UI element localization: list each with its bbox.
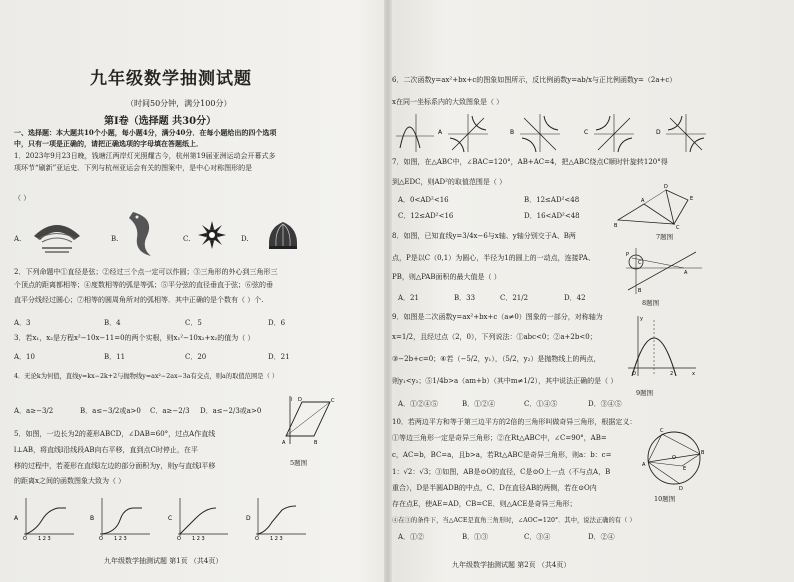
svg-text:O: O [672,455,676,461]
svg-text:O: O [255,536,259,540]
lotus-stadium-icon [266,218,300,252]
q5-rhombus-figure [280,392,340,448]
q10-line-6: 存在点E，使AE=AD，CB=CE．则△ACE是奇异三角形； [392,500,577,508]
q9-line-2: x=1/2，且经过点（2，0），下列说法：①abc<0；②a+2b<0； [392,333,597,341]
page-fold [384,0,392,582]
q8-figure-caption: 8题图 [642,299,660,307]
q3-option-d: D．21 [268,353,290,361]
q4-option-a: A．a≥−3/2 [14,407,54,415]
exam-title: 九年级数学抽测试题 [90,69,252,89]
q5-line-1: 5．如图，一边长为2的菱形ABCD，∠DAB=60°，过点A作直线 [14,430,216,438]
q10-option-d: D．②④ [588,533,615,541]
q8-option-b: B．33 [454,294,476,302]
q2-option-b: B．4 [104,319,121,327]
svg-text:A: A [641,198,645,204]
q9-line-4: 则y₁<y₂；⑤1/4b>a（am+b）（其中m≠1/2），其中说法正确的是（ ） [392,377,618,385]
q8-line-3: PB，则△PAB面积的最大值是（ ） [392,273,501,281]
q1-option-c-label: C. [183,235,191,243]
svg-text:B: B [510,129,515,136]
q10-line-7: ④在③的条件下，当△ACE是直角三角形时，∠AOC=120°．其中，说法正确的有（ ） [392,517,636,524]
q10-circle-figure [642,426,706,490]
q8-line-1: 8．如图，已知直线y=3/4x−6与x轴、y轴分别交于A、B两 [392,232,576,240]
svg-text:A: A [684,270,688,276]
q4-option-b: B．a≤−3/2或a>0 [80,407,141,415]
q8-option-c: C．21/2 [500,294,529,302]
q2-line-1: 2．下列命题中①直径是弦；②经过三个点一定可以作圆；③三角形的外心到三角形三 [14,268,278,276]
q1-option-a-label: A. [14,235,22,243]
q5-graph-b [90,498,150,540]
q10-line-3: c，AC=b，BC=a，且b>a，若Rt△ABC是奇异三角形，则a：b：c= [392,451,612,459]
svg-text:B: B [638,288,642,294]
svg-text:B: B [90,515,95,522]
q10-figure-caption: 10题图 [654,495,676,503]
svg-text:2: 2 [670,371,674,377]
q5-graph-a [14,498,74,540]
q9-option-d: D．③④⑤ [588,400,622,408]
q7-triangle-figure [614,180,698,230]
q10-option-c: C．③④ [524,533,551,541]
koi-fish-icon [125,208,161,258]
q5-line-3: 移的过程中，若菱形在直线l左边的部分面积为y，则y与直线l平移 [14,462,216,470]
q9-line-1: 9．如图是二次函数y=ax²+bx+c（a≠0）图象的一部分，对称轴为 [392,313,603,321]
q10-line-2: ①等边三角形一定是奇异三角形；②在Rt△ABC中，∠C=90°，AB= [392,434,607,442]
svg-text:D: D [664,184,668,190]
asian-games-emblem-icon [28,214,86,256]
q10-line-5: 重合），D是半圆ADB的中点，C、D在直径AB的两侧，若在⊙O内 [392,484,597,492]
q9-parabola-figure [626,314,698,378]
q3-option-a: A．10 [14,353,35,361]
svg-text:E: E [690,196,694,202]
q1-option-b-label: B. [111,235,119,243]
svg-text:A: A [642,462,646,468]
svg-text:1 2 3: 1 2 3 [270,536,283,540]
q6-line-2: x在同一坐标系内的大致图象是（ ） [392,98,504,106]
q1-line-3: （ ） [14,194,31,202]
q2-line-3: 直平分线经过圆心；⑦相等的圆周角所对的弧相等．其中正确的是个数有（ ）个. [14,296,264,304]
q2-line-2: 个顶点的距离都相等；④度数相等的弧是等弧；⑤平分弦的直径垂直于弦；⑥弦的垂 [14,281,273,289]
q8-option-a: A．21 [398,294,419,302]
page-2 [392,0,794,582]
q1-option-d-label: D. [241,235,249,243]
q9-option-b: B．①②④ [462,400,496,408]
svg-text:A: A [282,440,286,446]
svg-text:D: D [298,397,302,403]
page-1 [0,0,385,582]
q1-line-2: 项环节“刷新”亚运史．下列与杭州亚运会有关的图案中，是中心对称图形的是 [14,164,253,172]
q6-option-b-graph [510,114,560,152]
q9-line-3: ③−2b+c=0；④若（−5/2，y₁），（5/2，y₂）是抛物线上的两点， [392,355,601,363]
svg-text:1 2 3: 1 2 3 [38,536,51,540]
svg-text:O: O [23,536,27,540]
q6-line-1: 6．二次函数y=ax²+bx+c的图象如图所示，反比例函数y=ab/x与正比例函数y=（2a+c） [392,76,677,84]
q9-option-a: A．①②④⑤ [398,400,439,408]
q7-figure-caption: 7题图 [656,233,674,241]
svg-text:B: B [701,450,705,456]
q10-line-4: 1：√2：√3；③如图，AB是⊙O的直径，C是⊙O上一点（不与点A，B [392,468,611,476]
svg-text:l: l [291,397,293,403]
q7-option-d: D．16<AD²<48 [524,212,580,220]
q7-option-c: C．12≤AD²<16 [398,212,454,220]
q7-option-a: A．0<AD²<16 [398,196,449,204]
q6-graphs [394,112,766,154]
q10-option-a: A．①② [398,533,425,541]
q2-option-a: A．3 [14,319,31,327]
q6-parabola-figure [396,114,434,152]
q3-option-c: C．20 [185,353,207,361]
intro-line-1: 一、选择题：本大题共10个小题，每小题4分，满分40分．在每小题给出的四个选项 [14,128,277,137]
svg-text:D: D [656,129,661,136]
svg-text:B: B [314,440,318,446]
q6-option-d-graph [656,114,706,152]
q8-line-2: 点，P是以C（0,1）为圆心，半径为1的圆上的一动点，连接PA、 [392,254,595,262]
svg-text:x: x [692,371,695,377]
svg-text:1 2 3: 1 2 3 [192,536,205,540]
q1-line-1: 1．2023年9月23日晚，钱塘江两岸灯光照耀古今，杭州第19届亚洲运动会开幕式多 [14,152,276,160]
svg-text:O: O [632,371,636,377]
q5-option-graphs [14,494,314,540]
q10-line-1: 10．若两边平方和等于第三边平方的2倍的三角形叫做奇异三角形，根据定义： [392,418,637,426]
section-heading: 第Ⅰ卷（选择题 共30分） [104,116,217,127]
svg-text:C: C [584,129,589,136]
q2-option-c: C．5 [185,319,202,327]
q9-figure-caption: 9题图 [636,389,654,397]
page-1-footer: 九年级数学抽测试题 第1页 （共4页） [104,557,223,565]
q8-circle-line-figure [624,246,704,296]
q10-option-b: B．①③ [462,533,489,541]
svg-text:E: E [683,466,687,472]
svg-text:A: A [14,515,19,522]
intro-line-2: 中，只有一项是正确的，请把正确选项的字母填在答题纸上． [14,139,203,148]
q5-line-4: 的距离x之间的函数图象大致为（ ） [14,477,126,485]
q5-figure-caption: 5题图 [290,459,308,467]
svg-text:O: O [99,536,103,540]
exam-subtitle: （时间50分钟，满分100分） [126,99,232,108]
svg-text:D: D [679,486,683,490]
svg-text:y: y [640,316,643,322]
svg-text:A: A [438,129,443,136]
q5-line-2: l⊥AB，将直线l沿线段AB向右平移，直到点C时停止，在平 [14,446,198,454]
q4-option-c: C．a≥−2/3 [150,407,190,415]
q8-option-d: D．42 [564,294,586,302]
svg-text:1 2 3: 1 2 3 [114,536,127,540]
sun-emblem-icon [197,220,227,250]
q7-line-1: 7．如图，在△ABC中，∠BAC=120°，AB+AC=4，把△ABC绕点C顺时针旋转120°得 [392,158,668,166]
q3-option-b: B．11 [104,353,126,361]
svg-text:O: O [177,536,181,540]
svg-text:P: P [626,252,630,258]
q9-option-c: C．①④⑤ [524,400,558,408]
svg-text:C: C [660,428,664,434]
q7-option-b: B．12≤AD²<48 [524,196,580,204]
q3-text: 3．若x₁，x₂是方程x²−10x−11=0的两个实根，则x₁²−10x₂+x₂的值为（ ） [14,334,255,342]
q5-graph-c [168,498,228,540]
svg-text:C: C [638,260,642,266]
svg-text:C: C [676,225,680,230]
svg-text:C: C [168,515,173,522]
q5-graph-d [246,498,306,540]
q6-option-c-graph [584,114,634,152]
q2-option-d: D．6 [268,319,286,327]
q4-option-d: D．a≤−2/3或a>0 [200,407,262,415]
svg-text:D: D [246,515,251,522]
page-2-footer: 九年级数学抽测试题 第2页 （共4页） [452,561,571,569]
q7-line-2: 到△EDC，则AD²的取值范围是（ ） [392,178,507,186]
q4-text: 4．无论k为何值，直线y=kx−2k+2与抛物线y=ax²−2ax−3a有交点，则a的取值范围是（ ） [14,373,279,380]
svg-text:C: C [331,398,335,404]
svg-text:B: B [614,223,618,229]
q6-option-a-graph [438,114,488,152]
